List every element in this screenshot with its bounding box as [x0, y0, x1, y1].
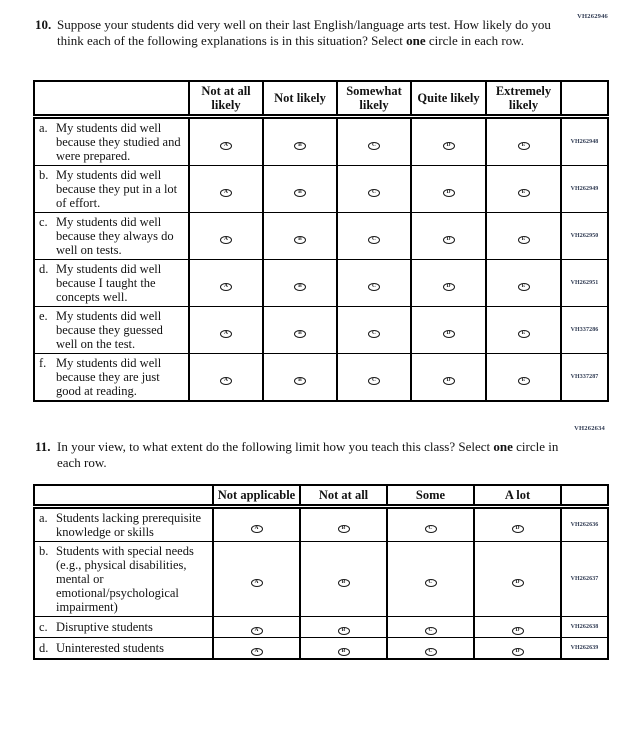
question-11-text-lead: In your view, to what extent do the following limit how you teach this class? Select	[57, 439, 494, 454]
option-bubble-a[interactable]: A	[220, 330, 232, 338]
option-cell	[474, 638, 561, 660]
option-bubble-d[interactable]: D	[512, 648, 524, 656]
option-cell	[337, 117, 411, 166]
option-bubble-e[interactable]: E	[518, 330, 530, 338]
row-label	[34, 260, 189, 307]
option-bubble-d[interactable]: D	[443, 236, 455, 244]
column-header: Somewhat likely	[337, 81, 411, 117]
row-letter: b.	[39, 168, 49, 182]
option-bubble-b[interactable]: B	[294, 377, 306, 385]
option-bubble-d[interactable]: D	[443, 142, 455, 150]
option-bubble-b[interactable]: B	[294, 236, 306, 244]
option-cell	[189, 354, 263, 402]
question-11-table	[33, 484, 609, 660]
option-bubble-b[interactable]: B	[294, 330, 306, 338]
header-empty-cell	[34, 485, 213, 507]
option-bubble-e[interactable]: E	[518, 189, 530, 197]
row-letter: c.	[39, 620, 48, 634]
row-letter: f.	[39, 356, 47, 370]
row-code: VH262637	[561, 542, 608, 617]
option-bubble-b[interactable]: B	[338, 627, 350, 635]
option-bubble-d[interactable]: D	[443, 283, 455, 291]
option-bubble-a[interactable]: A	[251, 627, 263, 635]
option-cell	[213, 638, 300, 660]
option-cell	[411, 213, 486, 260]
option-cell	[213, 617, 300, 638]
option-cell	[411, 354, 486, 402]
question-10-table	[33, 80, 609, 402]
option-bubble-c[interactable]: C	[368, 236, 380, 244]
option-bubble-d[interactable]: D	[443, 377, 455, 385]
row-letter: e.	[39, 309, 48, 323]
table-row	[34, 117, 608, 166]
row-code: VH262638	[561, 617, 608, 638]
row-text: Students lacking prerequisite knowledge or skills	[56, 511, 202, 539]
option-cell	[263, 354, 337, 402]
row-text: My students did well because they guessed well on the test.	[56, 309, 163, 351]
option-cell	[387, 638, 474, 660]
row-code: VH262951	[561, 260, 608, 307]
option-bubble-d[interactable]: D	[512, 525, 524, 533]
option-bubble-d[interactable]: D	[443, 189, 455, 197]
row-code: VH262948	[561, 117, 608, 166]
row-code: VH337286	[561, 307, 608, 354]
option-bubble-e[interactable]: E	[518, 377, 530, 385]
question-10	[35, 17, 569, 48]
row-letter: d.	[39, 262, 49, 276]
question-11-code: VH262634	[574, 425, 605, 432]
question-11-text-bold: one	[493, 439, 513, 454]
column-header: Not likely	[263, 81, 337, 117]
option-cell	[411, 166, 486, 213]
option-bubble-b[interactable]: B	[338, 648, 350, 656]
header-code-cell	[561, 485, 608, 507]
question-11-text-tail: circle in each row.	[57, 439, 559, 470]
option-bubble-a[interactable]: A	[220, 283, 232, 291]
column-header: Not at all likely	[189, 81, 263, 117]
header-code-cell	[561, 81, 608, 117]
option-bubble-d[interactable]: D	[512, 579, 524, 587]
row-text: My students did well because they studied and were prepared.	[56, 121, 181, 163]
option-cell	[300, 507, 387, 542]
option-cell	[486, 166, 561, 213]
option-cell	[387, 507, 474, 542]
option-cell	[337, 260, 411, 307]
option-cell	[263, 117, 337, 166]
row-label	[34, 354, 189, 402]
option-bubble-e[interactable]: E	[518, 236, 530, 244]
option-bubble-e[interactable]: E	[518, 142, 530, 150]
table-row	[34, 638, 608, 660]
row-label	[34, 213, 189, 260]
row-text: My students did well because they are just good at reading.	[56, 356, 162, 398]
option-cell	[189, 166, 263, 213]
option-cell	[263, 213, 337, 260]
row-letter: a.	[39, 511, 48, 525]
column-header: Quite likely	[411, 81, 486, 117]
option-bubble-b[interactable]: B	[294, 283, 306, 291]
option-cell	[300, 617, 387, 638]
option-bubble-a[interactable]: A	[251, 648, 263, 656]
row-label	[34, 117, 189, 166]
option-cell	[411, 260, 486, 307]
table-row	[34, 617, 608, 638]
table-row	[34, 507, 608, 542]
row-label	[34, 638, 213, 660]
option-bubble-c[interactable]: C	[368, 377, 380, 385]
option-bubble-c[interactable]: C	[425, 648, 437, 656]
option-cell	[263, 307, 337, 354]
option-cell	[486, 213, 561, 260]
option-cell	[189, 260, 263, 307]
option-cell	[387, 617, 474, 638]
option-bubble-c[interactable]: C	[368, 142, 380, 150]
question-10-text	[57, 17, 569, 48]
header-row	[34, 485, 608, 507]
header-empty-cell	[34, 81, 189, 117]
option-bubble-d[interactable]: D	[443, 330, 455, 338]
option-bubble-c[interactable]: C	[368, 283, 380, 291]
question-11	[35, 439, 562, 470]
row-letter: b.	[39, 544, 49, 558]
row-label	[34, 307, 189, 354]
question-10-text-tail: circle in each row.	[425, 32, 525, 48]
option-cell	[189, 117, 263, 166]
option-bubble-a[interactable]: A	[251, 579, 263, 587]
option-cell	[411, 117, 486, 166]
option-cell	[337, 354, 411, 402]
column-header: Not applicable	[213, 485, 300, 507]
option-bubble-b[interactable]: B	[294, 189, 306, 197]
question-10-text-lead: Suppose your students did very well on their last English/language arts test. How likely do you think each of the following explanations is in this situation? Select	[57, 17, 551, 48]
option-bubble-c[interactable]: C	[425, 579, 437, 587]
header-row	[34, 81, 608, 117]
option-cell	[189, 307, 263, 354]
option-cell	[337, 166, 411, 213]
question-11-text	[57, 439, 562, 470]
option-bubble-c[interactable]: C	[425, 525, 437, 533]
option-bubble-d[interactable]: D	[512, 627, 524, 635]
option-bubble-c[interactable]: C	[425, 627, 437, 635]
row-text: My students did well because I taught the concepts well.	[56, 262, 162, 304]
table-row	[34, 354, 608, 402]
option-cell	[213, 542, 300, 617]
option-cell	[263, 166, 337, 213]
option-bubble-a[interactable]: A	[220, 377, 232, 385]
row-letter: c.	[39, 215, 48, 229]
option-bubble-b[interactable]: B	[338, 579, 350, 587]
option-cell	[337, 307, 411, 354]
option-cell	[189, 213, 263, 260]
column-header: A lot	[474, 485, 561, 507]
row-text: Uninterested students	[56, 641, 164, 655]
table-row	[34, 166, 608, 213]
option-cell	[486, 354, 561, 402]
row-letter: a.	[39, 121, 48, 135]
row-code: VH262950	[561, 213, 608, 260]
table-row	[34, 213, 608, 260]
option-cell	[300, 542, 387, 617]
question-10-number: 10.	[35, 17, 52, 32]
option-bubble-c[interactable]: C	[368, 330, 380, 338]
table-row	[34, 542, 608, 617]
option-cell	[486, 307, 561, 354]
column-header: Not at all	[300, 485, 387, 507]
row-letter: d.	[39, 641, 49, 655]
question-10-code: VH262946	[577, 13, 608, 20]
option-cell	[337, 213, 411, 260]
option-bubble-b[interactable]: B	[338, 525, 350, 533]
row-label	[34, 166, 189, 213]
row-label	[34, 507, 213, 542]
row-code: VH337287	[561, 354, 608, 402]
row-label	[34, 617, 213, 638]
row-text: My students did well because they always do well on tests.	[56, 215, 174, 257]
option-cell	[263, 260, 337, 307]
option-bubble-a[interactable]: A	[251, 525, 263, 533]
row-text: Students with special needs (e.g., physical disabilities, mental or emotional/psychological impairment)	[56, 544, 194, 614]
option-cell	[486, 117, 561, 166]
option-cell	[300, 638, 387, 660]
option-bubble-c[interactable]: C	[368, 189, 380, 197]
row-code: VH262639	[561, 638, 608, 660]
option-cell	[474, 542, 561, 617]
option-bubble-a[interactable]: A	[220, 236, 232, 244]
option-cell	[411, 307, 486, 354]
row-code: VH262949	[561, 166, 608, 213]
option-cell	[486, 260, 561, 307]
option-bubble-e[interactable]: E	[518, 283, 530, 291]
row-label	[34, 542, 213, 617]
option-cell	[474, 507, 561, 542]
table-row	[34, 307, 608, 354]
question-10-text-bold: one	[406, 32, 426, 48]
column-header: Some	[387, 485, 474, 507]
table-row	[34, 260, 608, 307]
row-code: VH262636	[561, 507, 608, 542]
row-text: My students did well because they put in a lot of effort.	[56, 168, 178, 210]
option-cell	[213, 507, 300, 542]
option-cell	[474, 617, 561, 638]
column-header: Extremely likely	[486, 81, 561, 117]
row-text: Disruptive students	[56, 620, 153, 634]
option-bubble-a[interactable]: A	[220, 189, 232, 197]
option-bubble-a[interactable]: A	[220, 142, 232, 150]
option-bubble-b[interactable]: B	[294, 142, 306, 150]
option-cell	[387, 542, 474, 617]
question-11-number: 11.	[35, 439, 51, 454]
